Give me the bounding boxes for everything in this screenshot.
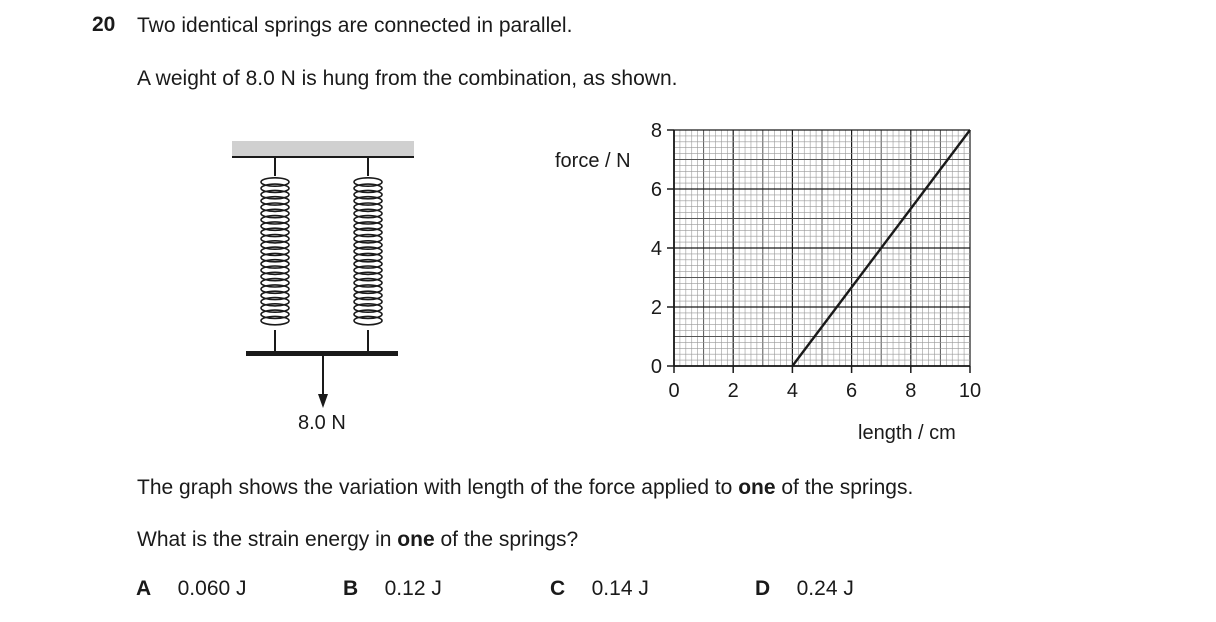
option-b[interactable]: [343, 577, 442, 601]
springs-diagram: [225, 132, 425, 447]
question-line-1: Two identical springs are connected in parallel.: [137, 14, 573, 37]
weight-label: 8.0 N: [298, 412, 346, 434]
left-spring: [261, 157, 289, 351]
option-a[interactable]: [136, 577, 247, 601]
option-d-letter: D: [755, 577, 771, 600]
question-number: 20: [92, 13, 116, 36]
y-tick-label: 0: [650, 356, 662, 378]
x-tick-label: 10: [958, 380, 982, 402]
y-tick-label: 6: [650, 179, 662, 201]
x-axis-label: length / cm: [858, 422, 956, 444]
option-a-letter: A: [136, 577, 152, 600]
spring-coil: [354, 316, 382, 324]
x-tick-label: 4: [786, 380, 798, 402]
question-line-3: The graph shows the variation with length of the force applied to one of the springs.: [137, 476, 914, 499]
ceiling-support: [232, 141, 414, 157]
weight-arrow-head: [318, 394, 328, 408]
y-tick-label: 8: [650, 120, 662, 142]
option-a-value: 0.060 J: [177, 577, 247, 600]
force-length-graph: [540, 115, 1000, 455]
question-line-4: What is the strain energy in one of the springs?: [137, 528, 579, 551]
question-line-2: A weight of 8.0 N is hung from the combination, as shown.: [137, 67, 678, 90]
y-axis-label: force / N: [555, 150, 631, 172]
graph-grid: [674, 130, 970, 366]
hanging-bar: [246, 351, 398, 356]
option-b-value: 0.12 J: [384, 577, 442, 600]
option-d[interactable]: [755, 577, 854, 601]
option-c[interactable]: [550, 577, 649, 601]
y-tick-label: 4: [650, 238, 662, 260]
x-tick-label: 6: [846, 380, 858, 402]
right-spring: [354, 157, 382, 351]
x-tick-label: 0: [668, 380, 680, 402]
spring-coil: [261, 316, 289, 324]
option-c-value: 0.14 J: [591, 577, 649, 600]
option-c-letter: C: [550, 577, 566, 600]
y-tick-label: 2: [650, 297, 662, 319]
x-tick-label: 2: [727, 380, 739, 402]
option-b-letter: B: [343, 577, 359, 600]
x-tick-label: 8: [905, 380, 917, 402]
option-d-value: 0.24 J: [796, 577, 854, 600]
